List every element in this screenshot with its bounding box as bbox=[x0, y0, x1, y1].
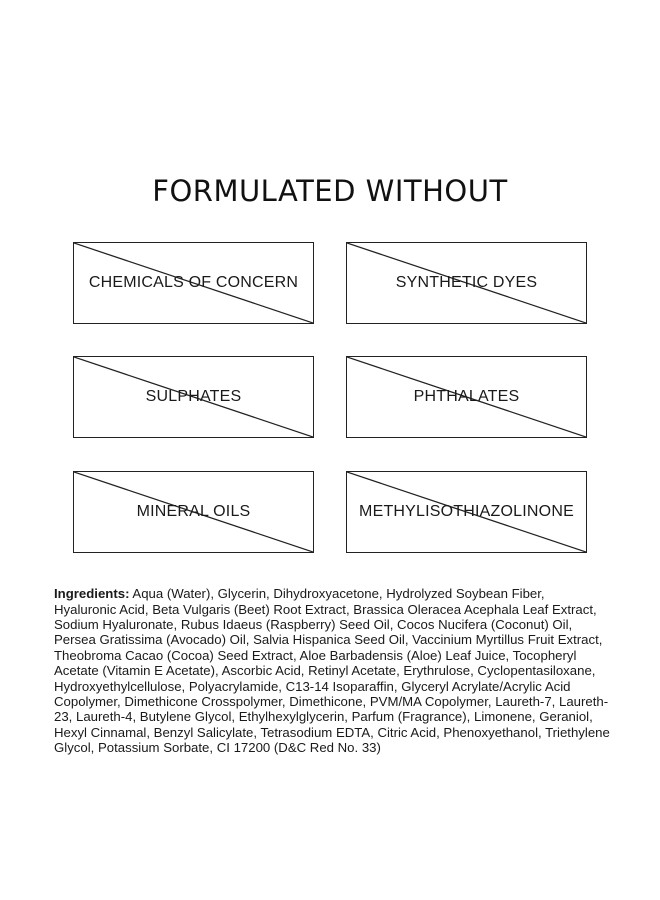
page-title: FORMULATED WITHOUT bbox=[152, 174, 508, 208]
free-from-box-synthetic-dyes bbox=[346, 242, 587, 324]
free-from-label: MINERAL OILS bbox=[136, 503, 251, 520]
free-from-label: PHTHALATES bbox=[413, 388, 520, 405]
free-from-box-mineral-oils bbox=[73, 471, 314, 553]
ingredients-list bbox=[54, 586, 610, 755]
free-from-box-methylisothiazolinone bbox=[346, 471, 587, 553]
ingredients-text: Aqua (Water), Glycerin, Dihydroxyacetone, Hydrolyzed Soybean Fiber, Hyaluronic Acid, Beta Vulgaris (Beet) Root Extract, Brassica Oleracea Acephala Leaf Extract, Sodium Hyaluronate, Rubus Idaeus (Raspberry) Seed Oil, Cocos Nucifera (Coconut) Oil, Persea Gratissima (Avocado) Oil, Salvia Hispanica Seed Oil, Vaccinium Myrtillus Fruit Extract, Theobroma Cacao (Cocoa) Seed Extract, Aloe Barbadensis (Aloe) Leaf Juice, Tocopheryl Acetate (Vitamin E Acetate), Ascorbic Acid, Retinyl Acetate, Erythrulose, Cyclopentasiloxane, Hydroxyethylcellulose, Polyacrylamide, C13-14 Isoparaffin, Glyceryl Acrylate/Acrylic Acid Copolymer, Dimethicone Crosspolymer, Dimethicone, PVM/MA Copolymer, Laureth-7, Laureth-23, Laureth-4, Butylene Glycol, Ethylhexylglycerin, Parfum (Fragrance), Limonene, Geraniol, Hexyl Cinnamal, Benzyl Salicylate, Tetrasodium EDTA, Citric Acid, Phenoxyethanol, Triethylene Glycol, Potassium Sorbate, CI 17200 (D&C Red No. 33) bbox=[54, 586, 610, 756]
free-from-label: METHYLISOTHIAZOLINONE bbox=[359, 503, 574, 520]
free-from-box-sulphates bbox=[73, 356, 314, 438]
free-from-label: SULPHATES bbox=[145, 388, 242, 405]
free-from-label: SYNTHETIC DYES bbox=[395, 274, 538, 291]
free-from-box-chemicals-of-concern bbox=[73, 242, 314, 324]
free-from-box-phthalates bbox=[346, 356, 587, 438]
ingredients-label: Ingredients: bbox=[54, 586, 130, 602]
free-from-label: CHEMICALS OF CONCERN bbox=[88, 274, 299, 291]
